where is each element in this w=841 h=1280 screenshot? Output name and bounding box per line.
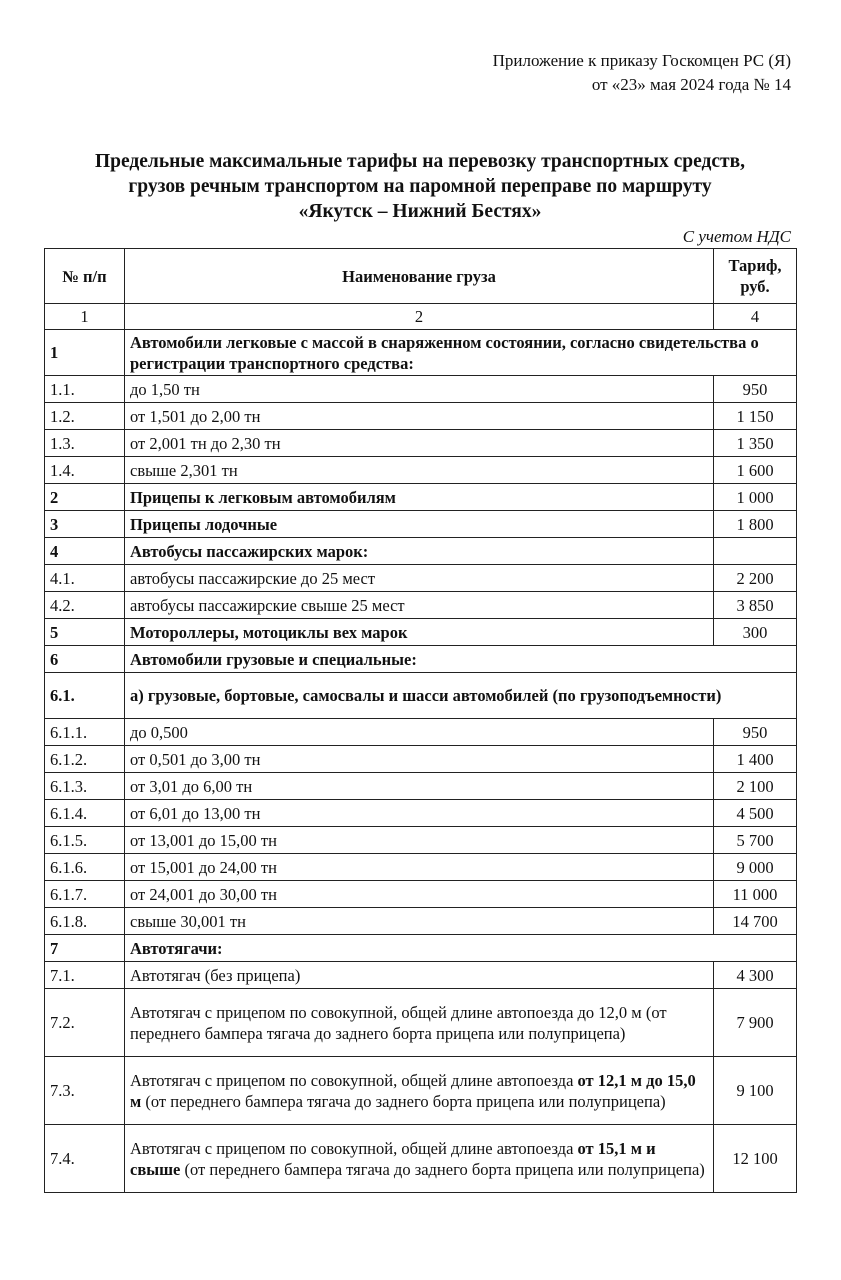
row-num: 5 <box>45 619 125 646</box>
row-name: от 13,001 до 15,00 тн <box>125 827 714 854</box>
row-num: 6 <box>45 646 125 673</box>
col-index-tariff: 4 <box>714 304 797 330</box>
table-row <box>45 484 797 511</box>
table-row <box>45 592 797 619</box>
vat-note: С учетом НДС <box>682 227 791 246</box>
title-line-2: грузов речным транспортом на паромной переправе по маршруту <box>128 176 712 197</box>
row-num: 6.1.1. <box>45 719 125 746</box>
row-num: 4 <box>45 538 125 565</box>
table-row <box>45 673 797 719</box>
row-tariff: 950 <box>714 719 797 746</box>
row-name: от 0,501 до 3,00 тн <box>125 746 714 773</box>
row-tariff: 300 <box>714 619 797 646</box>
row-num: 6.1.5. <box>45 827 125 854</box>
row-name-emphasis: от 15,1 м и свыше <box>130 1138 656 1179</box>
table-row <box>45 457 797 484</box>
row-tariff: 4 500 <box>714 800 797 827</box>
row-tariff: 1 600 <box>714 457 797 484</box>
row-name: свыше 2,301 тн <box>125 457 714 484</box>
annex-reference <box>493 49 791 97</box>
table-row <box>45 1057 797 1125</box>
row-name <box>125 1125 714 1193</box>
table-row <box>45 989 797 1057</box>
row-tariff: 2 200 <box>714 565 797 592</box>
row-num: 1.3. <box>45 430 125 457</box>
title-line-1: Предельные максимальные тарифы на перевозку транспортных средств, <box>94 151 746 172</box>
row-name-emphasis: от 12,1 м до 15,0 м <box>130 1070 696 1111</box>
row-name: Автотягач (без прицепа) <box>125 962 714 989</box>
table-row <box>45 1125 797 1193</box>
col-index-num: 1 <box>45 304 125 330</box>
row-name: Прицепы лодочные <box>125 511 714 538</box>
row-name: Автотягач с прицепом по совокупной, общей длине автопоезда до 12,0 м (от переднего бампера тягача до заднего борта прицепа или полуприцепа) <box>125 989 714 1057</box>
row-name: до 0,500 <box>125 719 714 746</box>
table-row <box>45 619 797 646</box>
row-tariff: 9 100 <box>714 1057 797 1125</box>
annex-line-2: от «23» мая 2024 года № 14 <box>591 75 791 94</box>
row-num: 6.1.3. <box>45 773 125 800</box>
table-row <box>45 719 797 746</box>
row-num: 3 <box>45 511 125 538</box>
row-tariff: 11 000 <box>714 881 797 908</box>
row-num: 4.1. <box>45 565 125 592</box>
row-name: автобусы пассажирские до 25 мест <box>125 565 714 592</box>
row-tariff: 9 000 <box>714 854 797 881</box>
row-name: Мотороллеры, мотоциклы вех марок <box>125 619 714 646</box>
row-name: от 15,001 до 24,00 тн <box>125 854 714 881</box>
col-index-name: 2 <box>125 304 714 330</box>
table-row <box>45 908 797 935</box>
row-name: до 1,50 тн <box>125 376 714 403</box>
row-num: 7.3. <box>45 1057 125 1125</box>
header-name: Наименование груза <box>125 249 714 304</box>
table-row <box>45 511 797 538</box>
row-name: Автотягачи: <box>125 935 797 962</box>
row-tariff: 1 000 <box>714 484 797 511</box>
row-tariff: 2 100 <box>714 773 797 800</box>
row-name: Автомобили грузовые и специальные: <box>125 646 797 673</box>
tariff-table <box>44 248 797 1193</box>
table-row <box>45 935 797 962</box>
row-tariff: 1 400 <box>714 746 797 773</box>
row-tariff: 1 350 <box>714 430 797 457</box>
table-row <box>45 773 797 800</box>
row-tariff: 1 150 <box>714 403 797 430</box>
row-num: 7.2. <box>45 989 125 1057</box>
header-tariff: Тариф, руб. <box>714 249 797 304</box>
column-index-row <box>45 304 797 330</box>
row-num: 7 <box>45 935 125 962</box>
table-row <box>45 330 797 376</box>
row-num: 6.1.2. <box>45 746 125 773</box>
row-name-text: (от переднего бампера тягача до заднего борта прицепа или полуприцепа) <box>180 1159 705 1179</box>
row-name: а) грузовые, бортовые, самосвалы и шасси автомобилей (по грузоподъемности) <box>125 673 797 719</box>
row-num: 2 <box>45 484 125 511</box>
table-row <box>45 376 797 403</box>
row-name: Прицепы к легковым автомобилям <box>125 484 714 511</box>
row-name: от 3,01 до 6,00 тн <box>125 773 714 800</box>
table-row <box>45 430 797 457</box>
row-num: 6.1.4. <box>45 800 125 827</box>
table-row <box>45 962 797 989</box>
table-row <box>45 403 797 430</box>
row-num: 4.2. <box>45 592 125 619</box>
annex-line-1: Приложение к приказу Госкомцен РС (Я) <box>492 51 791 70</box>
table-row <box>45 881 797 908</box>
row-name: от 6,01 до 13,00 тн <box>125 800 714 827</box>
row-num: 6.1. <box>45 673 125 719</box>
row-name: Автобусы пассажирских марок: <box>125 538 714 565</box>
title-line-3: «Якутск – Нижний Бестях» <box>298 201 542 222</box>
row-tariff <box>714 538 797 565</box>
row-name: от 2,001 тн до 2,30 тн <box>125 430 714 457</box>
row-tariff: 5 700 <box>714 827 797 854</box>
row-tariff: 950 <box>714 376 797 403</box>
row-num: 6.1.7. <box>45 881 125 908</box>
row-num: 1 <box>45 330 125 376</box>
row-num: 6.1.8. <box>45 908 125 935</box>
table-header-row <box>45 249 797 304</box>
row-tariff: 3 850 <box>714 592 797 619</box>
row-num: 1.4. <box>45 457 125 484</box>
row-name: от 24,001 до 30,00 тн <box>125 881 714 908</box>
row-num: 1.1. <box>45 376 125 403</box>
row-tariff: 14 700 <box>714 908 797 935</box>
row-num: 6.1.6. <box>45 854 125 881</box>
table-row <box>45 746 797 773</box>
row-name-text: Автотягач с прицепом по совокупной, общей длине автопоезда <box>130 1138 578 1158</box>
table-row <box>45 646 797 673</box>
row-name: автобусы пассажирские свыше 25 мест <box>125 592 714 619</box>
row-tariff: 7 900 <box>714 989 797 1057</box>
table-row <box>45 538 797 565</box>
table-row <box>45 565 797 592</box>
table-row <box>45 854 797 881</box>
row-name-text: (от переднего бампера тягача до заднего борта прицепа или полуприцепа) <box>141 1091 666 1111</box>
row-num: 1.2. <box>45 403 125 430</box>
row-tariff: 4 300 <box>714 962 797 989</box>
row-name: от 1,501 до 2,00 тн <box>125 403 714 430</box>
row-num: 7.4. <box>45 1125 125 1193</box>
table-row <box>45 800 797 827</box>
header-num: № п/п <box>45 249 125 304</box>
row-name-text: Автотягач с прицепом по совокупной, общей длине автопоезда <box>130 1070 578 1090</box>
row-tariff: 12 100 <box>714 1125 797 1193</box>
table-row <box>45 827 797 854</box>
row-name: Автомобили легковые с массой в снаряженном состоянии, согласно свидетельства о регистрации транспортного средства: <box>125 330 797 376</box>
row-num: 7.1. <box>45 962 125 989</box>
row-tariff: 1 800 <box>714 511 797 538</box>
row-name: свыше 30,001 тн <box>125 908 714 935</box>
row-name <box>125 1057 714 1125</box>
document-title <box>20 149 820 224</box>
